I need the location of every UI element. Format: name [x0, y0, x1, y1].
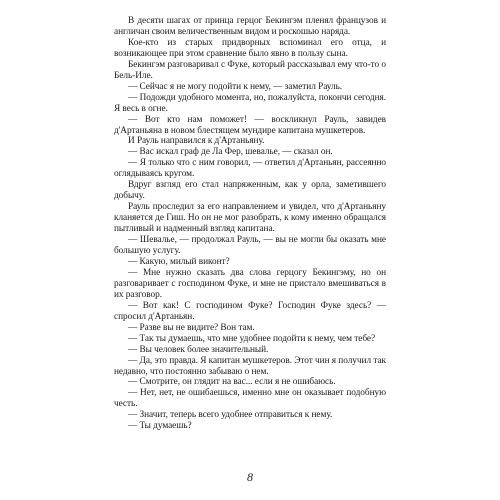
paragraph: — Разве вы не видите? Вон там. [128, 322, 255, 333]
paragraph: Рауль проследил за его направлением и увидел, что д'Артаньяну кланяется де Гиш. Но он не мог разобрать, к кому именно обращался пытливый и надменный взгляд капитана. [114, 202, 386, 235]
paragraph: — Значит, теперь всего удобнее отправиться к нему. [128, 410, 333, 421]
paragraph: — Ты думаешь? [128, 421, 192, 432]
body-text [114, 16, 386, 432]
paragraph: Вдруг взгляд его стал напряженным, как у орла, заметившего добычу. [114, 180, 386, 202]
paragraph: — Я только что с ним говорил, — ответил д'Артаньян, рассеянно оглядываясь кругом. [114, 158, 386, 180]
paragraph: — Вот как! С господином Фуке? Господин Фуке здесь? — спросил д'Артаньян. [114, 300, 386, 322]
paragraph: — Смотрите, он глядит на вас... если я не ошибаюсь. [128, 377, 336, 388]
paragraph: — Нет, нет, не ошибаешься, именно мне он оказывает подобную честь. [114, 388, 386, 410]
page-number: 8 [247, 470, 253, 484]
paragraph: — Вы человек более значительный. [128, 344, 269, 355]
paragraph: — Шевалье, — продолжал Рауль, — вы не могли бы оказать мне большую услугу. [114, 235, 386, 257]
paragraph: — Вот кто нам поможет! — воскликнул Рауль, завидев д'Артаньяна в новом блестящем мундире капитана мушкетеров. [114, 114, 386, 136]
paragraph: Бекингэм разговаривал с Фуке, который рассказывал ему что-то о Бель-Иле. [114, 59, 386, 81]
paragraph: — Какую, милый виконт? [128, 256, 230, 267]
paragraph: — Да, это правда. Я капитан мушкетеров. Этот чин я получил так недавно, что постоянно забываю о нем. [114, 355, 386, 377]
paragraph: В десяти шагах от принца герцог Бекингэм пленял французов и англичан своим величественным видом и роскошью наряда. [114, 16, 386, 37]
paragraph: — Сейчас я не могу подойти к нему, — заметил Рауль. [128, 81, 343, 92]
paragraph: — Мне нужно сказать два слова герцогу Бекингэму, но он разговаривает с господином Фуке, и мне не пристало вмешиваться в их разговор. [114, 267, 386, 300]
paragraph: И Рауль направился к д'Артаньяну. [128, 136, 265, 147]
paragraph: Кое-кто из старых придворных вспоминал его отца, и возникающее при этом сравнение было явно в пользу сына. [114, 37, 386, 59]
paragraph: — Подожди удобного момента, но, пожалуйста, покончи сегодня. Я весь в огне. [114, 92, 386, 114]
paragraph: — Вас искал граф де Ла Фер, шевалье, — сказал он. [128, 147, 333, 158]
paragraph: — Так ты думаешь, что мне удобнее подойти к нему, чем тебе? [128, 333, 376, 344]
